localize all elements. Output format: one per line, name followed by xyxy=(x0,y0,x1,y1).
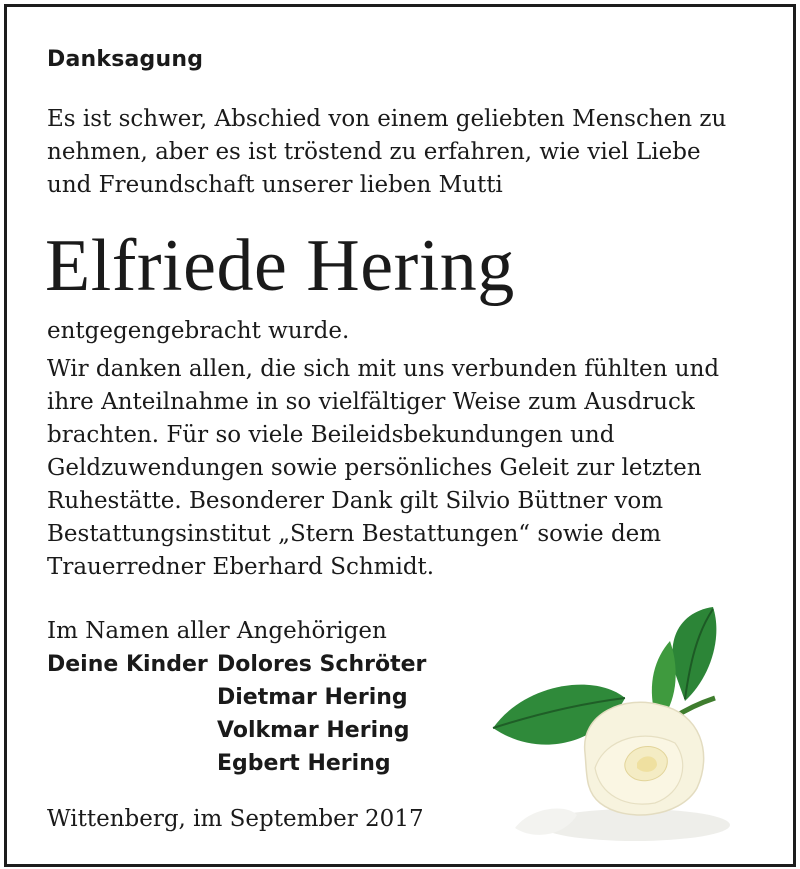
intro-line: und Freundschaft unserer lieben Mutti xyxy=(47,172,503,198)
closing-place-date: Wittenberg, im September 2017 xyxy=(47,806,424,832)
signer-name: Volkmar Hering xyxy=(217,718,410,743)
sign-intro: Im Namen aller Angehörigen xyxy=(47,618,387,644)
white-rose-icon xyxy=(485,603,765,853)
deceased-name: Elfriede Hering xyxy=(45,225,515,307)
thanks-text xyxy=(47,353,771,584)
signer-row xyxy=(47,681,426,714)
signer-name: Dolores Schröter xyxy=(217,652,427,677)
signers-block xyxy=(47,648,426,780)
intro-line: nehmen, aber es ist tröstend zu erfahren, wie viel Liebe xyxy=(47,139,701,165)
thanks-line: ihre Anteilnahme in so vielfältiger Weise zum Ausdruck xyxy=(47,389,695,415)
intro-text xyxy=(47,103,767,202)
obituary-card xyxy=(4,4,796,867)
thanks-line: brachten. Für so viele Beileidsbekundungen und xyxy=(47,422,615,448)
thanks-line: Geldzuwendungen sowie persönliches Geleit zur letzten xyxy=(47,455,702,481)
signer-row xyxy=(47,747,426,780)
thanks-line: Trauerredner Eberhard Schmidt. xyxy=(47,554,435,580)
intro-line: Es ist schwer, Abschied von einem geliebten Menschen zu xyxy=(47,106,727,132)
signer-name: Egbert Hering xyxy=(217,751,391,776)
after-name-text: entgegengebracht wurde. xyxy=(47,318,350,344)
thanks-line: Bestattungsinstitut „Stern Bestattungen“ sowie dem xyxy=(47,521,662,547)
signer-row xyxy=(47,714,426,747)
thanks-line: Wir danken allen, die sich mit uns verbunden fühlten und xyxy=(47,356,720,382)
notice-heading: Danksagung xyxy=(47,47,204,72)
signers-lead: Deine Kinder xyxy=(47,652,208,677)
signer-name: Dietmar Hering xyxy=(217,685,408,710)
thanks-line: Ruhestätte. Besonderer Dank gilt Silvio Büttner vom xyxy=(47,488,664,514)
signer-row xyxy=(47,648,426,681)
